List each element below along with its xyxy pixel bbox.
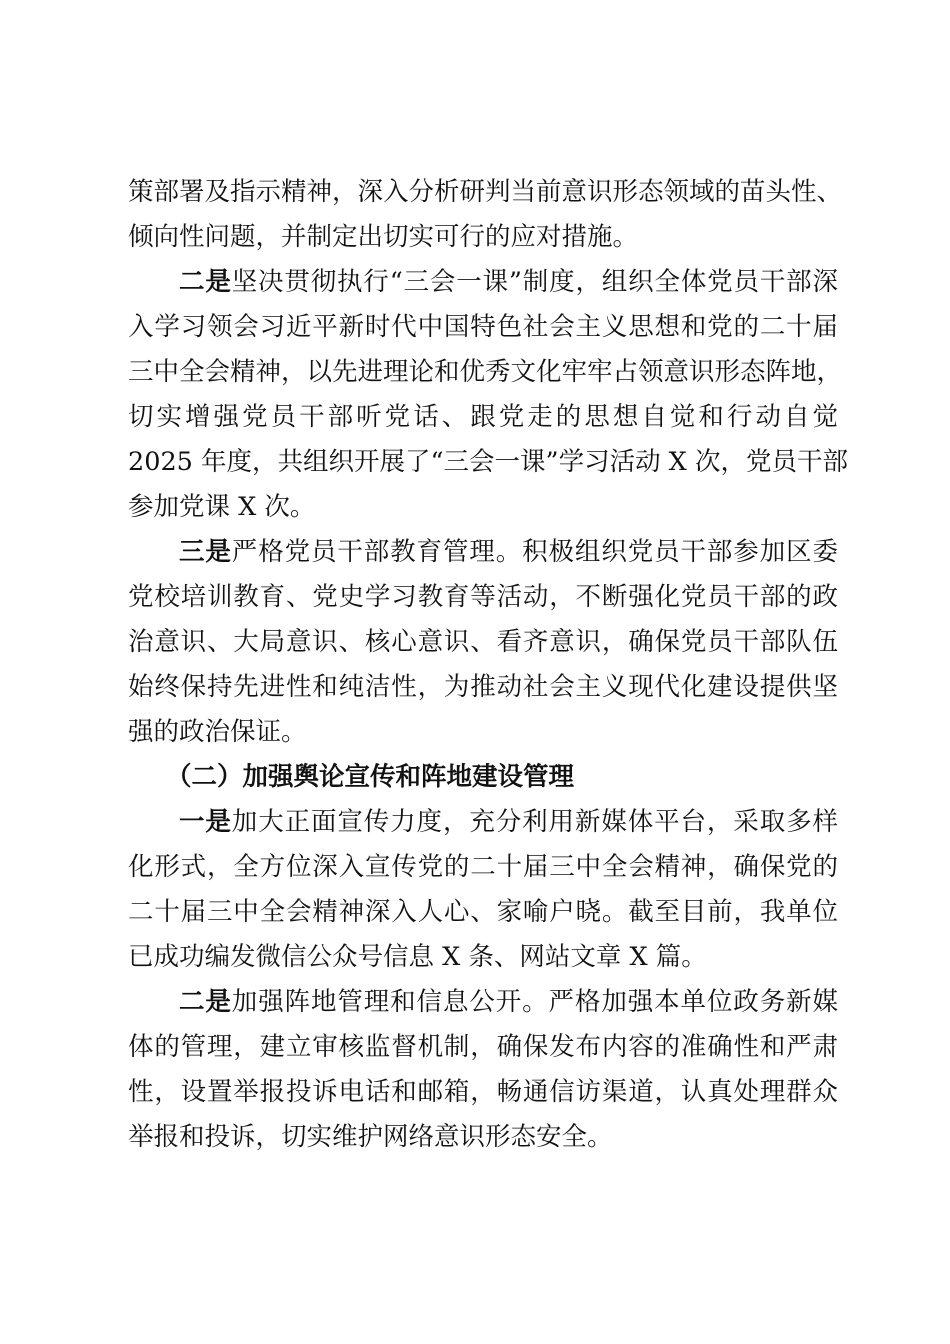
text-line [128,800,838,845]
text-line: 二十届三中全会精神深入人心、家喻户晓。截至目前，我单位 [128,897,838,927]
text-line: 党校培训教育、党史学习教育等活动，不断强化党员干部的政 [128,582,838,612]
point-lead: 三是 [179,537,232,567]
section-heading [128,755,838,800]
point-lead: 二是 [179,987,232,1017]
text-line [128,530,838,575]
paragraph-point-two [128,260,848,530]
point-text: 加强阵地管理和信息公开。严格加强本单位政务新媒 [231,987,838,1017]
text-line: 入学习领会习近平新时代中国特色社会主义思想和党的二十届 [128,312,838,342]
text-line: 始终保持先进性和纯洁性，为推动社会主义现代化建设提供坚 [128,672,838,702]
text-line: 治意识、大局意识、核心意识、看齐意识，确保党员干部队伍 [128,627,838,657]
point-text: 坚决贯彻执行“三会一课”制度，组织全体党员干部深 [231,267,838,297]
point-lead: 二是 [179,267,232,297]
text-line: 举报和投诉，切实维护网络意识形态安全。 [128,1122,613,1152]
text-line [128,260,838,305]
point-text: 加大正面宣传力度，充分利用新媒体平台，采取多样 [231,807,838,837]
text-line: 倾向性问题，并制定出切实可行的应对措施。 [128,222,639,252]
paragraph-point-two-b [128,980,838,1160]
document-body [128,170,848,1160]
point-text: 严格党员干部教育管理。积极组织党员干部参加区委 [231,537,838,567]
paragraph-point-one [128,800,838,980]
section-heading-text: （二）加强舆论宣传和阵地建设管理 [166,762,575,792]
text-line: 三中全会精神，以先进理论和优秀文化牢牢占领意识形态阵地， [128,357,843,387]
text-line: 已成功编发微信公众号信息 X 条、网站文章 X 篇。 [128,942,707,972]
paragraph-continuation [128,170,843,260]
text-line: 2025 年度，共组织开展了“三会一课”学习活动 X 次，党员干部 [128,447,848,477]
text-line: 策部署及指示精神，深入分析研判当前意识形态领域的苗头性、 [128,177,843,207]
text-line: 性，设置举报投诉电话和邮箱，畅通信访渠道，认真处理群众 [128,1077,838,1107]
paragraph-point-three [128,530,838,755]
text-line: 强的政治保证。 [128,717,307,747]
text-line [128,980,838,1025]
text-line: 参加党课 X 次。 [128,492,316,522]
text-line: 化形式，全方位深入宣传党的二十届三中全会精神，确保党的 [128,852,838,882]
point-lead: 一是 [179,807,232,837]
text-line: 切实增强党员干部听党话、跟党走的思想自觉和行动自觉 [128,402,838,432]
text-line: 体的管理，建立审核监督机制，确保发布内容的准确性和严肃 [128,1032,838,1062]
